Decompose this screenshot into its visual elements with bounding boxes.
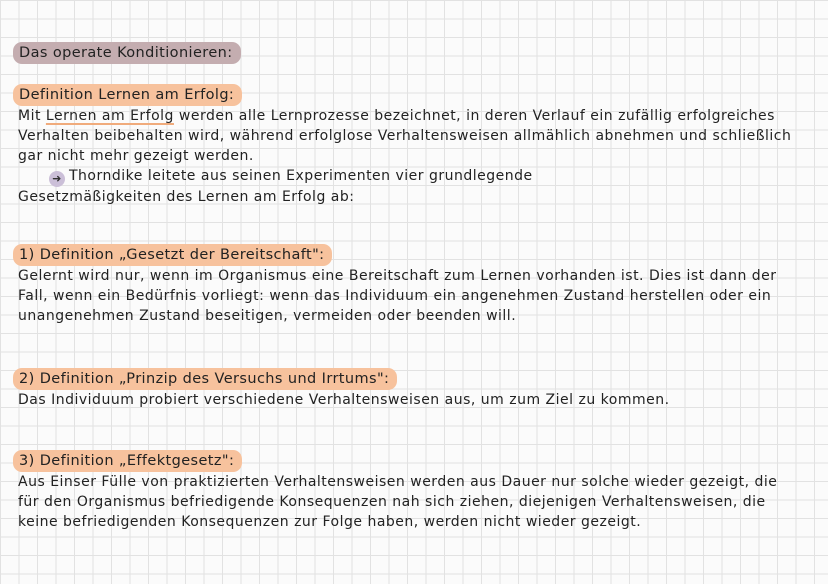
arrow-text-continued: Gesetzmäßigkeiten des Lernen am Erfolg ab:	[18, 189, 355, 205]
intro-rest: werden alle Lernprozesse bezeichnet, in deren Verlauf ein zufällig erfolgreiches Verhalten beibehalten wird, während erfolglose Verhaltensweisen allmählich abnehmen und schließlich gar nicht mehr gezeigt werden.	[18, 108, 792, 164]
intro-block	[13, 84, 803, 207]
section-1	[13, 244, 803, 326]
section-1-text: Gelernt wird nur, wenn im Organismus eine Bereitschaft zum Lernen vorhanden ist. Dies ist dann der Fall, wenn ein Bedürfnis vorliegt: wenn das Individuum ein angenehmen Zustand herstellen oder ein unangenehmen Zustand beseitigen, vermeiden oder beenden will.	[18, 268, 777, 324]
page-title: Das operate Konditionieren:	[13, 42, 241, 64]
intro-heading: Definition Lernen am Erfolg:	[13, 84, 242, 106]
title-block	[13, 42, 803, 64]
section-3	[13, 450, 803, 532]
intro-paragraph	[13, 106, 803, 166]
arrow-text: Thorndike leitete aus seinen Experimenten vier grundlegende	[69, 168, 533, 184]
intro-lead: Mit	[18, 108, 46, 124]
section-2	[13, 368, 803, 410]
section-3-heading: 3) Definition „Effektgesetz":	[13, 450, 242, 472]
intro-underlined-term: Lernen am Erfolg	[45, 108, 174, 124]
section-1-heading: 1) Definition „Gesetzt der Bereitschaft":	[13, 244, 332, 266]
arrow-right-icon: ➜	[49, 171, 65, 187]
section-2-heading: 2) Definition „Prinzip des Versuchs und Irrtums":	[13, 368, 397, 390]
arrow-line	[13, 166, 803, 187]
section-2-text: Das Individuum probiert verschiedene Verhaltensweisen aus, um zum Ziel zu kommen.	[18, 392, 670, 408]
section-3-text: Aus Einser Fülle von praktizierten Verhaltensweisen werden aus Dauer nur solche wieder gezeigt, die für den Organismus befriedigende Konsequenzen nah sich ziehen, diejenigen Verhaltensweisen, die keine befriedigenden Konsequenzen zur Folge haben, werden nicht wieder gezeigt.	[18, 474, 778, 530]
